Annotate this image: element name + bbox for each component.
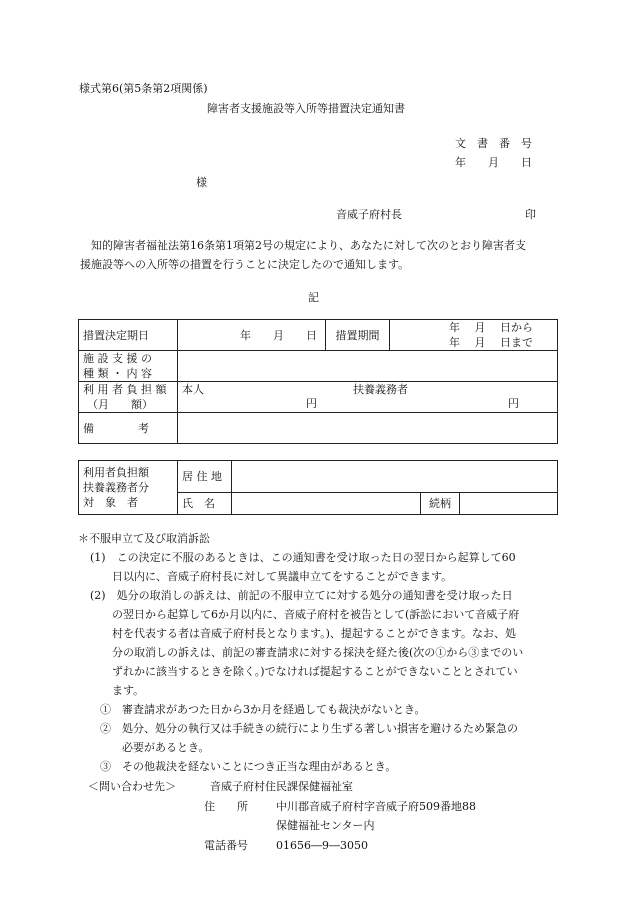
dependent-label-line: 扶養義務者分: [83, 481, 149, 494]
relation-value: [460, 493, 558, 515]
sub-item-2: ② 処分、処分の執行又は手続きの続行により生ずる著しい損害を避けるため緊急の: [100, 722, 518, 735]
contact-label: ＜問い合わせ先＞: [88, 780, 176, 793]
sub-item-2-cont: 必要があるとき。: [100, 741, 210, 754]
body-paragraph: [80, 236, 560, 274]
appeal-heading: ＊不服申立て及び取消訴訟: [78, 532, 210, 545]
appeal-line: ます。: [90, 684, 145, 697]
body-line: 援施設等への入所等の措置を行うことに決定したので通知します。: [80, 258, 410, 271]
remarks-value: [178, 413, 558, 444]
period-from: 年 月 日から: [449, 321, 533, 334]
facility-label-line: 種 類 ・ 内 容: [83, 367, 152, 380]
sub-list: [100, 700, 518, 776]
addressee-suffix: 様: [196, 176, 207, 189]
document-number: 文 書 番 号: [455, 137, 532, 150]
phone-label: 電話番号: [204, 839, 248, 852]
appeal-item-1: [90, 548, 523, 586]
burden-label-line: （月 額）: [87, 398, 153, 411]
form-label: 様式第6(第5条第2項関係): [79, 82, 208, 95]
document-title: 障害者支援施設等入所等措置決定通知書: [207, 102, 405, 115]
appeal-line: 日以内に、音威子府村長に対して異議申立てをすることができます。: [90, 570, 453, 583]
dependent-label: 扶養義務者: [353, 383, 408, 396]
appeal-line: 村を代表する者は音威子府村長となります。)、提起することができます。なお、処: [90, 627, 517, 640]
appeal-item-2: [90, 586, 523, 700]
seal-mark: 印: [525, 208, 536, 221]
decision-date-value: 年 月 日: [178, 320, 326, 351]
issuer-name: 音威子府村長: [336, 208, 402, 221]
residence-label: 居 住 地: [178, 461, 232, 493]
remarks-label: 備 考: [79, 413, 178, 444]
yen-dependent: 円: [508, 397, 519, 410]
appeal-list: [90, 548, 523, 700]
burden-value: [178, 382, 558, 413]
sub-item-3: ③ その他裁決を経ないことにつき正当な理由があるとき。: [100, 760, 397, 773]
name-value: [232, 493, 421, 515]
period-label: 措置期間: [326, 320, 390, 351]
period-to: 年 月 日まで: [449, 336, 533, 349]
address-line-2: 保健福祉センター内: [276, 819, 375, 832]
period-value: [390, 320, 558, 351]
ki-heading: 記: [308, 291, 319, 304]
facility-label-line: 施 設 支 援 の: [83, 352, 152, 365]
decision-table: [78, 319, 558, 444]
residence-value: [232, 461, 558, 493]
contact-dept: 音威子府村住民課保健福祉室: [210, 780, 353, 793]
body-line: 知的障害者福祉法第16条第1項第2号の規定により、あなたに対して次のとおり障害者支: [80, 239, 526, 252]
appeal-line: (1) この決定に不服のあるときは、この通知書を受け取った日の翌日から起算して60: [90, 551, 516, 564]
dependent-label-line: 利用者負担額: [83, 466, 149, 479]
sub-item-1: ① 審査請求があつた日から3か月を経過しても裁決がないとき。: [100, 703, 426, 716]
appeal-line: ずれかに該当するときを除く。)でなければ提起することができないこととされてい: [90, 665, 518, 678]
phone-number: 01656―9―3050: [276, 839, 368, 852]
self-label: 本人: [182, 383, 204, 396]
burden-label: [79, 382, 178, 413]
name-label: 氏 名: [178, 493, 232, 515]
facility-label: [79, 351, 178, 382]
relation-label: 続柄: [421, 493, 460, 515]
address-line-1: 中川郡音威子府村字音威子府509番地88: [276, 800, 476, 813]
appeal-line: の翌日から起算して6か月以内に、音威子府村を被告として(訴訟において音威子府: [90, 608, 520, 621]
dependent-table: [78, 460, 558, 515]
appeal-line: 分の取消しの訴えは、前記の審査請求に対する採決を経た後(次の①から③までのい: [90, 646, 524, 659]
address-label: 住 所: [204, 800, 248, 813]
appeal-line: (2) 処分の取消しの訴えは、前記の不服申立てに対する処分の通知書を受け取った日: [90, 589, 513, 602]
yen-self: 円: [306, 397, 317, 410]
dependent-label-line: 対 象 者: [83, 496, 138, 509]
dependent-table-label: [79, 461, 178, 515]
issue-date: 年 月 日: [455, 156, 532, 169]
decision-date-label: 措置決定期日: [79, 320, 178, 351]
facility-value: [178, 351, 558, 382]
burden-label-line: 利 用 者 負 担 額: [83, 383, 167, 396]
